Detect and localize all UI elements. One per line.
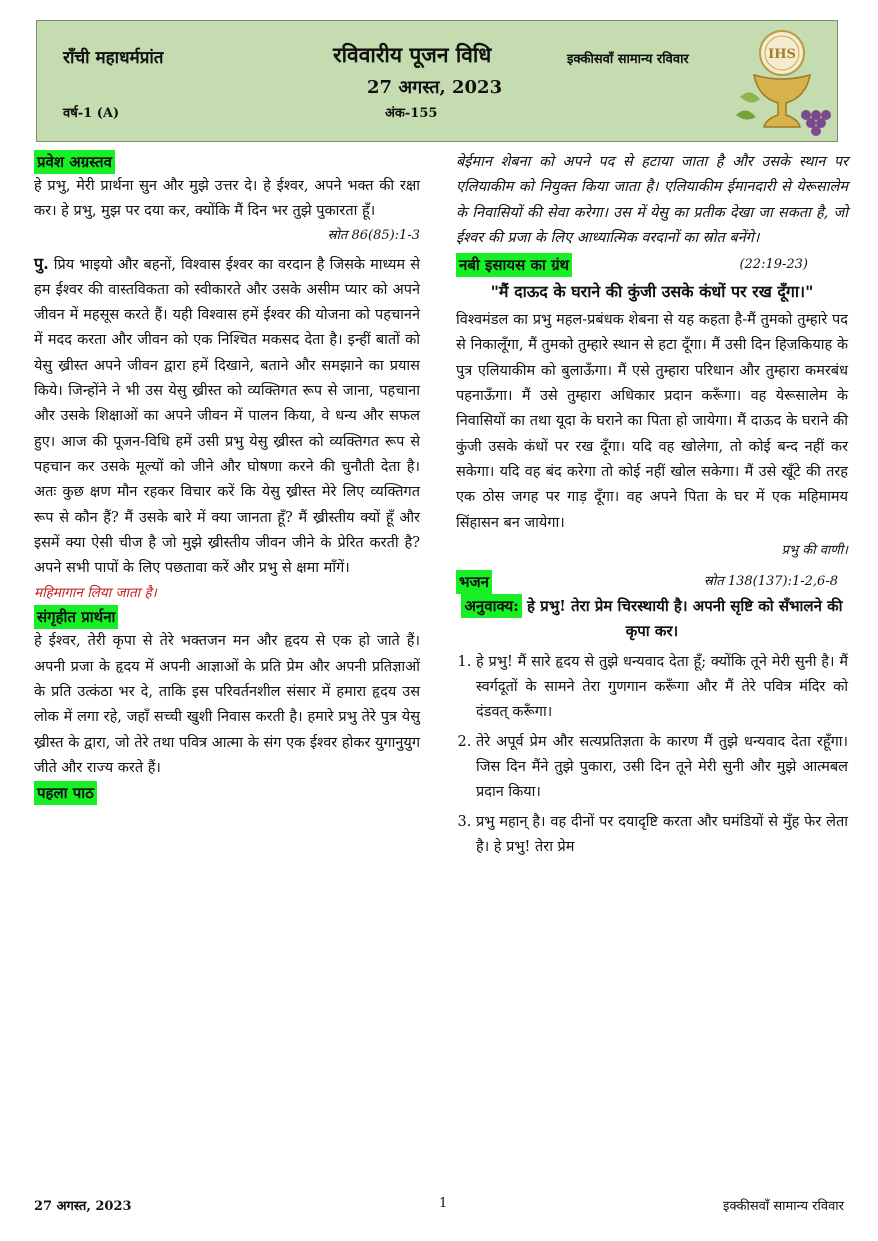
reading-key-quote: "मैं दाऊद के घराने की कुंजी उसके कंधों पर रख दूँगा।"	[490, 282, 814, 302]
psalm-ref: स्रोत 138(137):1-2,6-8	[704, 573, 838, 589]
reading-summary: बेईमान शेबना को अपने पद से हटाया जाता है और उसके स्थान पर एलियाकीम को नियुक्त किया जाता है। एलियाकीम ईमानदारी से येरूसालेम के निवासियों की सेवा करेगा। उस में येसु का प्रतीक देखा जा सकता है, जो ईश्वर की प्रजा के लिए आध्यात्मिक वरदानों का स्रोत बनेंगे।	[456, 154, 848, 246]
reading-ref: (22:19-23)	[739, 257, 808, 273]
reading-book-heading: नबी इसायस का ग्रंथ	[456, 253, 572, 277]
psalm-verse: 2. तेरे अपूर्व प्रेम और सत्यप्रतिज्ञता के कारण मैं तुझे धन्यवाद देता रहूँगा। जिस दिन मैंने तुझे पुकारा, उसी दिन तूने मेरी सुनी और मुझे आत्मबल प्रदान किया।	[476, 730, 848, 806]
psalm-verse: 1. हे प्रभु! मैं सारे हृदय से तुझे धन्यवाद देता हूँ; क्योंकि तूने मेरी सुनी है। मैं स्वर्गदूतों के सामने तेरा गुणगान करूँगा और मैं तेरे पवित्र मंदिर को दंडवत् करूँगा।	[476, 650, 848, 726]
footer-date: 27 अगस्त, 2023	[34, 1199, 132, 1214]
introduction-text: प्रिय भाइयो और बहनों, विश्वास ईश्वर का वरदान है जिसके माध्यम से हम ईश्वर की वास्तविकता को स्वीकारते और उसके असीम प्यार को अपने जीवन में महसूस करते हैं। यही विश्वास हमें ईश्वर की योजना को पहचानने में मदद करता और जीवन को एक निश्चित मकसद देता है। इन्हीं बातों को येसु ख्रीस्त अपने जीवन द्वारा हमें दिखाने, बताने और समझाने का प्रयास किये। जिन्होंने ने भी उस येसु ख्रीस्त को व्यक्तिगत रूप से जाना, पहचाना और उसके शिक्षाओं का अपने जीवन में पालन किया, वे धन्य और सफल हुए। आज की पूजन-विधि हमें उसी प्रभु येसु ख्रीस्त को व्यक्तिगत रूप से पहचान कर उसके मूल्यों को जीने और घोषणा करने की चुनौती देता है। अतः कुछ क्षण मौन रहकर विचार करें कि येसु ख्रीस्त मेरे लिए व्यक्तिगत रूप से कौन हैं? मैं उसके बारे में क्या जानता हूँ? मैं ख्रीस्तीय क्यों हूँ और इसमें क्या ऐसी चीज है जो मुझे ख्रीस्तीय जीवन जीने के प्रेरित करती है? अपने सभी पापों के लिए पछतावा करें और प्रभु से क्षमा माँगें।	[34, 256, 421, 577]
first-reading-heading: पहला पाठ	[34, 781, 97, 805]
psalm-verses	[456, 650, 848, 860]
sunday-name: इक्कीसवाँ सामान्य रविवार	[567, 52, 689, 67]
psalm-heading-row	[456, 570, 848, 594]
entrance-antiphon-text: हे प्रभु, मेरी प्रार्थना सुन और मुझे उत्तर दे। हे ईश्वर, अपने भक्त की रक्षा कर। हे प्रभु, मुझ पर दया कर, क्योंकि मैं दिन भर तुझे पुकारता हूँ।	[34, 178, 420, 220]
chalice-icon	[732, 27, 832, 139]
host-monogram: IHS	[768, 47, 796, 62]
footer-sunday: इक्कीसवाँ सामान्य रविवार	[723, 1199, 844, 1214]
issue-number: अंक-155	[385, 106, 438, 121]
psalm-verse: 3. प्रभु महान् है। वह दीनों पर दयादृष्टि करता और घमंडियों से मुँह फेर लेता है। हे प्रभु! तेरा प्रेम	[476, 810, 848, 861]
page-number: 1	[439, 1196, 448, 1211]
response-label: अनुवाक्य:	[461, 594, 521, 618]
collect-text: हे ईश्वर, तेरी कृपा से तेरे भक्तजन मन और हृदय से एक हो जाते हैं। अपनी प्रजा के हृदय में अपनी आज्ञाओं के प्रति प्रेम और अपनी प्रतिज्ञाओं के प्रति उत्कंठा भर दे, ताकि इस परिवर्तनशील संसार में हमारा हृदय उस लोक में लगा रहे, जहाँ सच्ची खुशी निवास करती है। हमारे प्रभु तेरे पुत्र येसु ख्रीस्त के द्वारा, जो तेरे तथा पवित्र आत्मा के संग एक ईश्वर होकर युगानुयुग जीते और राज्य करते हैं।	[34, 633, 420, 776]
introduction	[34, 251, 420, 582]
reading-text: विश्वमंडल का प्रभु महल-प्रबंधक शेबना से यह कहता है-मैं तुमको तुम्हारे पद से निकालूँगा, मैं तुमको तुम्हारे स्थान से हटा दूँगा। मैं उसी दिन हिजकियाह के पुत्र एलियाकीम को बुलाऊँगा। मैं एसे तुम्हारा परिधान और तुम्हारा कमरबंध पहनाऊँगा। मैं उसे तुम्हारा अधिकार प्रदान करूँगा। वह येरूसालेम के निवासियों का तथा यूदा के घराने का पिता हो जायेगा। मैं दाऊद के घराने की कुंजी उसके कंधों पर रख दूँगा। यदि वह खोलेगा, तो कोई बन्द नहीं कर सकेगा। यदि वह बंद करेगा तो कोई नहीं खोल सकेगा। मैं उसे खूँटे की तरह एक ठोस जगह पर गाड़ दूँगा। वह अपने पिता के घर में एक महिमामय सिंहासन बन जायेगा।	[456, 312, 848, 531]
reading-closing: प्रभु की वाणी।	[781, 542, 848, 558]
entrance-antiphon-ref: स्रोत 86(85):1-3	[327, 227, 420, 243]
collect-heading: संगृहीत प्रार्थना	[34, 605, 118, 629]
left-column	[34, 150, 420, 805]
reading-heading-row	[456, 253, 848, 277]
priest-marker: पु.	[34, 253, 49, 273]
gloria-note: महिमागान लिया जाता है।	[34, 585, 157, 602]
entrance-antiphon-heading: प्रवेश अग्रस्तव	[34, 150, 115, 174]
year-label: वर्ष-1 (A)	[63, 106, 120, 121]
response-text: हे प्रभु! तेरा प्रेम चिरस्थायी है। अपनी सृष्टि को सँभालने की कृपा कर।	[526, 596, 843, 640]
archdiocese-name: राँची महाधर्मप्रांत	[63, 48, 164, 68]
header-banner	[36, 20, 838, 142]
right-column	[456, 150, 848, 864]
page-title: रविवारीय पूजन विधि	[333, 42, 492, 67]
psalm-response	[456, 594, 848, 644]
header-date: 27 अगस्त, 2023	[367, 77, 503, 98]
psalm-heading: भजन	[456, 570, 492, 594]
